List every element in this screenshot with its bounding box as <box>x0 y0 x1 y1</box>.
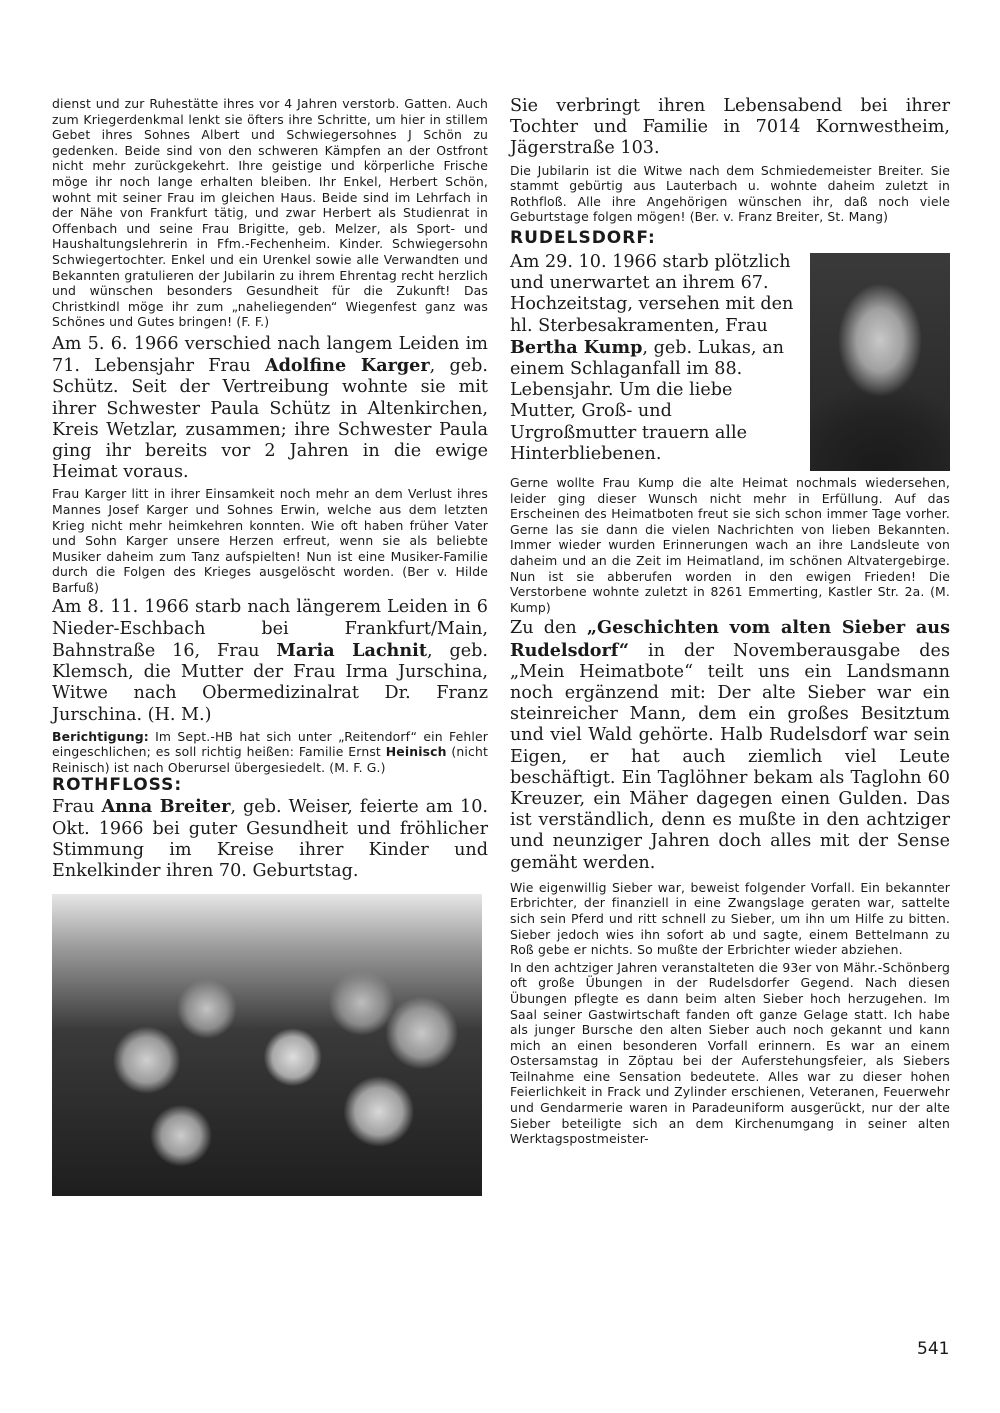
article-text: Wie eigenwillig Sieber war, beweist folgender Vorfall. Ein bekannter Erbrichter, der finanziell in eine Zwangslage geraten war, sattelte sich sein Pferd und ritt schnell zu Sieber, um ihn um Hilfe zu bitten. Sieber jedoch wies ihn sofort ab und sagte, einem Bettelmann zu Roß gebe er nichts. So mußte der Erbrichter wieder abziehen. <box>510 879 950 958</box>
sieber-story-intro <box>510 617 950 873</box>
person-name: Adolfine Karger <box>264 355 430 377</box>
text: Frau <box>52 797 102 818</box>
article-text: Die Jubilarin ist die Witwe nach dem Schmiedemeister Breiter. Sie stammt gebürtig aus Lauterbach u. wohnte daheim zuletzt in Rothfloß. Alle ihre Angehörigen wünschen ihr, daß noch viele Geburtstage folgen mögen! (Ber. v. Franz Breiter, St. Mang) <box>510 162 950 225</box>
text: , geb. Schütz. Seit der Vertreibung wohnte sie mit ihrer Schwester Paula Schütz in Altenkirchen, Kreis Wetzlar, zusammen; ihre Schwester Paula ging ihr bereits vor 2 Jahren in die ewige Heimat voraus. <box>52 356 489 483</box>
person-name: Maria Lachnit <box>276 639 427 661</box>
person-name: Bertha Kump <box>510 336 643 358</box>
text: Am 29. 10. 1966 starb plötzlich und unerwartet an ihrem 67. Hochzeitstag, versehen mit den hl. Sterbesakramenten, Frau <box>510 251 794 336</box>
right-column <box>510 96 950 1147</box>
person-name: Heinisch <box>385 744 447 760</box>
text: in der Novemberausgabe des „Mein Heimatbote“ teilt uns ein Landsmann noch ergänzend mit: Der alte Sieber war ein steinreicher Mann, dem ein großes Besitztum und viel Wald gehörte. Halb Rudelsdorf war sein Eigen, er hat auch ziemlich viel Leute beschäftigt. Ein Taglöhner bekam als Taglohn 60 Kreuzer, ein Mäher dagegen einen Gulden. Das ist verständlich, denn es mußte in den achtziger und neunziger Jahren doch alles mit der Sense gemäht werden. <box>510 640 950 873</box>
article-text: In den achtziger Jahren veranstalteten die 93er von Mähr.-Schönberg oft große Übungen in der Rudelsdorfer Gegend. Nach diesen Übungen pflegte es dann beim alten Sieber hoch herzugehen. Im Saal seiner Gastwirtschaft fanden oft ganze Gelage statt. Ich habe als junger Bursche den alten Sieber auch noch gekannt und kann mich an einen besonderen Vorfall erinnern. Es war an einem Ostersamstag in Zöptau bei der Auferstehungsfeier, als Siebers Teilnahme eine Sensation bedeutete. Alles war zu dieser hohen Feierlichkeit in Frack und Zylinder erschienen, Veteranen, Feuerwehr und Gendarmerie waren in Paradeuniform ausgerückt, nur der alte Sieber beteiligte sich an dem Kirchenumgang in seiner alten Werktagspostmeister- <box>510 959 950 1147</box>
article-text: Frau Karger litt in ihrer Einsamkeit noch mehr an dem Verlust ihres Mannes Josef Karger und Sohnes Erwin, welche aus dem letzten Krieg nicht mehr heimkehren konnten. Wie oft haben früher Vater und Sohn Karger unsere Herzen erfreut, wenn sie als beliebte Musiker daheim zum Tanz aufspielten! Nun ist eine Musiker-Familie durch die Folgen des Krieges ausgelöscht worden. (Ber v. Hilde Barfuß) <box>52 486 488 595</box>
text: Am 5. 6. 1966 verschied nach langem Leiden im 71. Lebensjahr Frau <box>52 333 488 377</box>
text: Am 8. 11. 1966 starb nach längerem Leiden in 6 Nieder-Eschbach bei Frankfurt/Main, Bahnstraße 16, Frau <box>52 597 488 661</box>
article-text: dienst und zur Ruhestätte ihres vor 4 Jahren verstorb. Gatten. Auch zum Kriegerdenkmal lenkt sie öfters ihre Schritte, um hier in stillem Gebet ihres Sohnes Albert und Schwiegersohnes J Schön zu gedenken. Beide sind von den schweren Kämpfen an der Ostfront nicht mehr zurückgekehrt. Ihre geistige und körperliche Frische möge ihr noch lange erhalten bleiben. Ihr Enkel, Herbert Schön, wohnt mit seiner Frau im gleichen Haus. Beide sind im Lehrfach in der Nähe von Frankfurt tätig, und zwar Herbert als Studienrat in Offenbach und seine Frau Brigitte, geb. Melzer, als Sport- und Haushaltungslehrerin in Ffm.-Fechenheim. Kinder. Schwiegersohn Schwiegertochter. Enkel und ein Urenkel sowie alle Verwandten und Bekannten gratulieren der Jubilarin zu ihrem Ehrentag recht herzlich und wünschen besonders Gesundheit für die Zukunft! Das Christkindl möge ihr zum „naheliegenden“ Wiegenfest ganz was Schönes und Gutes bringen! (F. F.) <box>52 96 488 330</box>
page-number: 541 <box>917 1339 950 1359</box>
article-text: Sie verbringt ihren Lebensabend bei ihrer Tochter und Familie in 7014 Kornwestheim, Jägerstraße 103. <box>510 96 950 159</box>
article-text: Gerne wollte Frau Kump die alte Heimat nochmals wiedersehen, leider ging dieser Wunsch nicht mehr in Erfüllung. Auf das Erscheinen des Heimatboten freut sie sich schon immer Tage vorher. Gerne las sie dann die vielen Nachrichten von lieben Bekannten. Immer wieder wurden Erinnerungen wach an ihre Landsleute von daheim und an die Zeit im Heimatland, im schönen Altvatergebirge. Nun ist sie abberufen worden in den ewigen Frieden! Die Verstorbene wohnte zuletzt in 8261 Emmerting, Kastler Str. 2a. (M. Kump) <box>510 474 950 615</box>
correction-note <box>52 729 488 776</box>
obituary-lachnit <box>52 597 488 725</box>
person-name: Anna Breiter <box>101 796 231 818</box>
text: Zu den <box>510 618 587 639</box>
group-photo <box>52 894 482 1196</box>
text: (nicht Reinisch) ist nach Oberursel übergesiedelt. (M. F. G.) <box>52 744 488 775</box>
text: , geb. Klemsch, die Mutter der Frau Irma Jurschina, Witwe nach Obermedizinalrat Dr. Franz Jurschina. (H. M.) <box>52 640 489 725</box>
correction-label: Berichtigung: <box>52 728 149 744</box>
text: , geb. Weiser, feierte am 10. Okt. 1966 bei guter Gesundheit und fröhlicher Stimmung im Kreise ihrer Kinder und Enkelkinder ihren 70. Geburtstag. <box>52 797 489 882</box>
left-column <box>52 96 488 1196</box>
birthday-breiter <box>52 796 488 882</box>
story-title: „Geschichten vom alten Sieber aus Rudelsdorf“ <box>510 617 951 661</box>
text: , geb. Lukas, an einem Schlaganfall im 88. Lebensjahr. Um die liebe Mutter, Groß- und Urgroßmutter trauern alle Hinterbliebenen. <box>510 337 784 464</box>
obituary-karger <box>52 334 488 483</box>
section-heading-rudelsdorf: RUDELSDORF: <box>510 227 656 248</box>
text: Im Sept.-HB hat sich unter „Reitendorf“ ein Fehler eingeschlichen; es soll richtig heißen: Familie Ernst <box>52 728 488 760</box>
section-heading-rothfloss: ROTHFLOSS: <box>52 775 183 796</box>
portrait-photo <box>810 253 950 471</box>
